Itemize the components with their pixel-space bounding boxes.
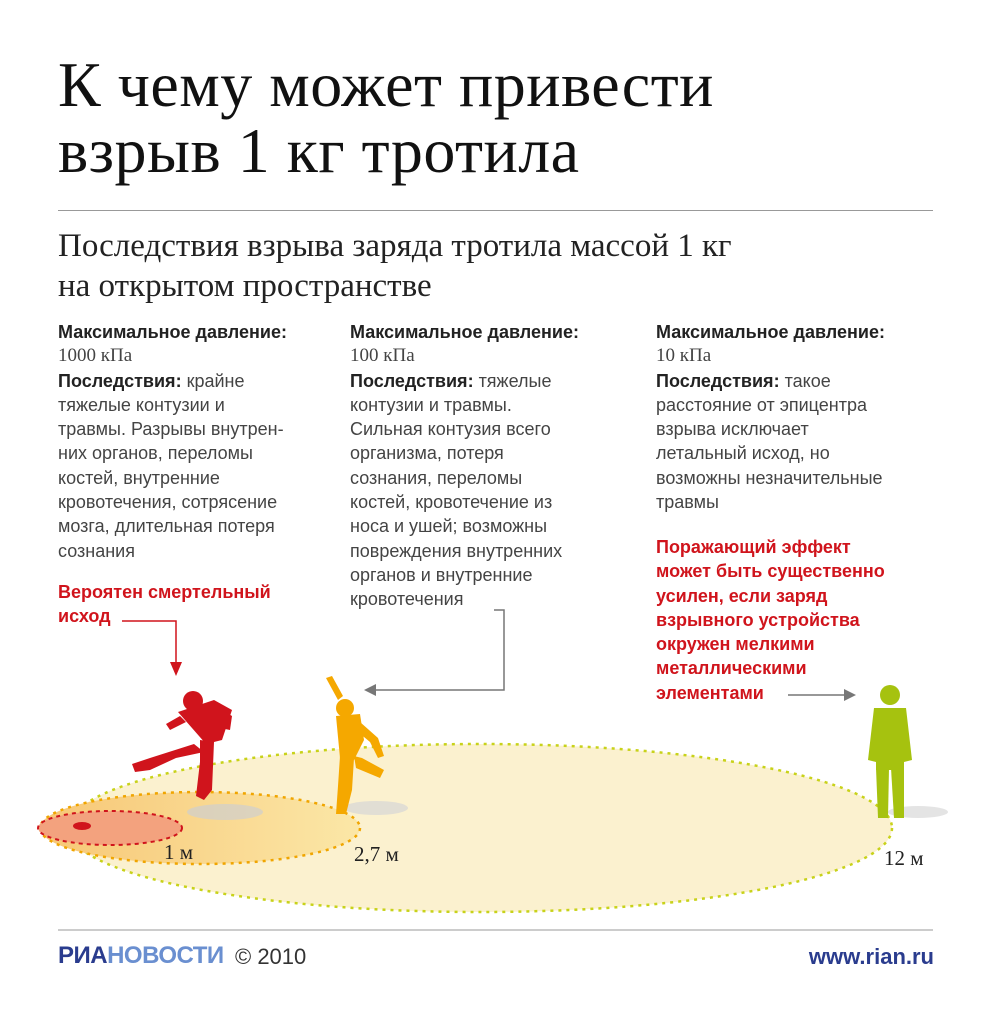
- subtitle-line-1: Последствия взрыва заряда тротила массой 1 кг: [58, 228, 732, 264]
- pressure-label: Максимальное давление:: [656, 322, 885, 342]
- effects-text: Последствия: тяжелые контузии и травмы. Сильная контузия всего организма, потеря сознания, переломы костей, кровотечение из носа и ушей; возможны повреждения внутренних органов и внутренние кровотечения: [350, 370, 563, 610]
- copyright: © 2010: [235, 944, 307, 969]
- title-line-2: взрыв 1 кг тротила: [58, 115, 580, 186]
- title-line-1: К чему может привести: [58, 49, 714, 120]
- pressure-value: 10 кПа: [656, 345, 712, 367]
- ria-novosti-logo: РИАНОВОСТИ: [58, 942, 224, 969]
- pressure-label: Максимальное давление:: [58, 322, 287, 342]
- shrapnel-warning-note: Поражающий эффект может быть существенно усилен, если заряд взрывного устройства окружен мелкими металлическими элементами: [656, 537, 885, 703]
- effects-label: Последствия:: [58, 370, 182, 391]
- distance-2-7m: 2,7 м: [354, 842, 399, 866]
- leader-warning: [788, 689, 856, 701]
- green-figure: [868, 685, 912, 818]
- distance-12m: 12 м: [884, 846, 924, 870]
- effects-text: Последствия: такое расстояние от эпицентра взрыва исключает летальный исход, но возможны незначительные травмы: [656, 370, 883, 513]
- effects-label: Последствия:: [656, 370, 780, 391]
- pressure-value: 100 кПа: [350, 345, 415, 367]
- pressure-value: 1000 кПа: [58, 345, 133, 367]
- zone-1m: [38, 811, 182, 845]
- effects-label: Последствия:: [350, 370, 474, 391]
- leader-column-2: [364, 610, 504, 696]
- leader-fatal: [122, 621, 182, 676]
- epicenter-marker: [73, 822, 91, 830]
- fatal-outcome-note: Вероятен смертельный исход: [58, 582, 271, 627]
- source-url[interactable]: www.rian.ru: [808, 944, 934, 969]
- subtitle-line-2: на открытом пространстве: [58, 268, 432, 304]
- pressure-label: Максимальное давление:: [350, 322, 579, 342]
- effects-text: Последствия: крайне тяжелые контузии и травмы. Разрывы внутрен- них органов, переломы костей, внутренние кровотечения, сотрясение мозга, длительная потеря сознания: [58, 370, 284, 561]
- distance-1m: 1 м: [164, 840, 194, 864]
